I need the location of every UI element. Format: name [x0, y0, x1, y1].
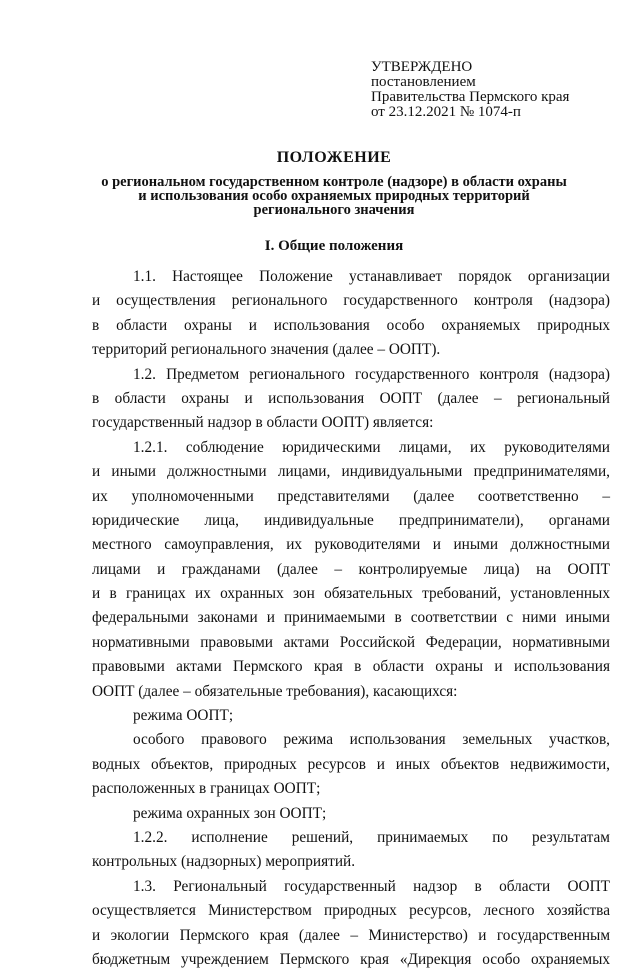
text-line: их уполномоченными представителями (далее соответственно –	[92, 487, 610, 505]
approval-status: УТВЕРЖДЕНО	[371, 59, 473, 75]
text-line: государственный надзор в области ООПТ) является:	[92, 414, 434, 432]
document-subtitle	[60, 175, 608, 217]
text-line: федеральными законами и принимаемыми в соответствии с ними иными	[92, 609, 610, 627]
text-line: 1.2. Предметом регионального государственного контроля (надзора)	[133, 365, 610, 383]
text-line: осуществляется Министерством природных ресурсов, лесного хозяйства	[92, 902, 610, 920]
text-line: 1.2.1. соблюдение юридическими лицами, их руководителями	[133, 438, 610, 456]
text-line: лицами и гражданами (далее – контролируемые лица) на ООПТ	[92, 560, 610, 578]
text-line: 1.3. Региональный государственный надзор в области ООПТ	[133, 877, 610, 895]
document-heading	[60, 149, 608, 255]
text-line: и иными должностными лицами, индивидуальными предпринимателями,	[92, 463, 610, 481]
text-line: территорий регионального значения (далее – ООПТ).	[92, 341, 441, 359]
text-line: контрольных (надзорных) мероприятий.	[92, 853, 356, 871]
text-line: ООПТ (далее – обязательные требования), касающихся:	[92, 682, 458, 700]
section-title: I. Общие положения	[264, 238, 404, 254]
text-line: в области охраны и использования ООПТ (далее – региональный	[92, 389, 610, 407]
subtitle-line: регионального значения	[253, 202, 415, 218]
text-line: бюджетным учреждением Пермского края «Дирекция особо охраняемых	[92, 950, 610, 968]
text-line: в области охраны и использования особо охраняемых природных	[92, 316, 610, 334]
text-line: 1.1. Настоящее Положение устанавливает порядок организации	[133, 268, 610, 285]
document-body	[92, 265, 610, 972]
approval-stamp	[371, 60, 569, 120]
subtitle-line: и использования особо охраняемых природных территорий	[138, 188, 530, 204]
text-line: местного самоуправления, их руководителями и иными должностными	[92, 536, 610, 554]
text-line: и осуществления регионального государственного контроля (надзора)	[92, 292, 610, 310]
approval-line-2: Правительства Пермского края	[371, 89, 570, 105]
text-line: режима охранных зон ООПТ;	[133, 804, 327, 822]
text-line: юридические лица, индивидуальные предприниматели), органами	[92, 511, 610, 529]
approval-line-3: от 23.12.2021 № 1074-п	[371, 104, 521, 120]
text-line: правовыми актами Пермского края в области охраны и использования	[92, 658, 610, 676]
subtitle-line: о региональном государственном контроле (надзоре) в области охраны	[101, 174, 567, 190]
text-line: расположенных в границах ООПТ;	[92, 780, 321, 798]
text-line: нормативными правовыми актами Российской Федерации, нормативными	[92, 633, 610, 651]
text-line: особого правового режима использования земельных участков,	[133, 731, 610, 749]
approval-line-1: постановлением	[371, 74, 476, 90]
text-line: режима ООПТ;	[133, 707, 234, 725]
text-line: и в границах их охранных зон обязательных требований, установленных	[92, 585, 610, 603]
text-line: и экологии Пермского края (далее – Министерство) и государственным	[92, 926, 610, 944]
text-line: водных объектов, природных ресурсов и иных объектов недвижимости,	[92, 755, 610, 773]
text-line: 1.2.2. исполнение решений, принимаемых по результатам	[133, 828, 610, 846]
document-title: ПОЛОЖЕНИЕ	[276, 149, 392, 166]
